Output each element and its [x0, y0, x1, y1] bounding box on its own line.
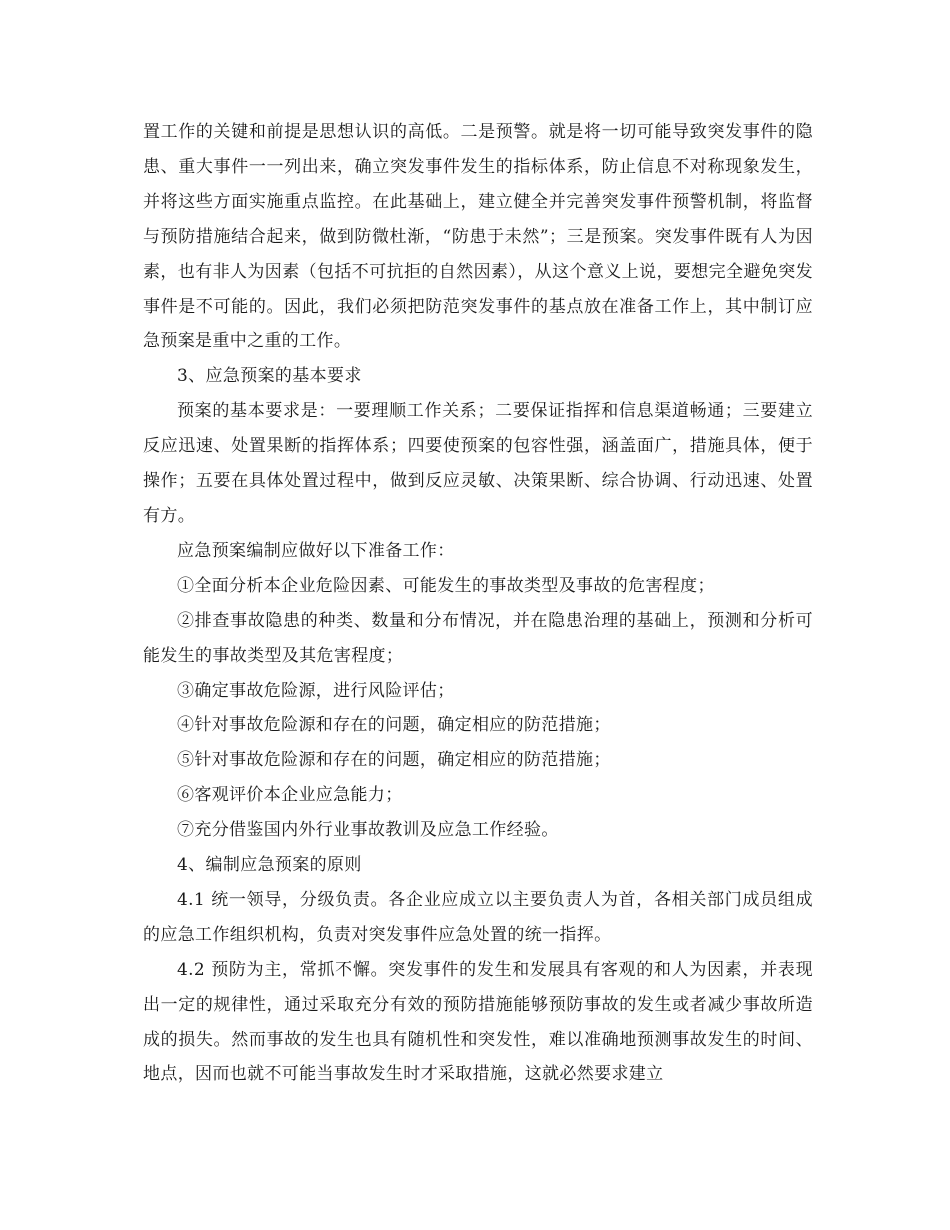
paragraph-principle-4-2: 4.2 预防为主，常抓不懈。突发事件的发生和发展具有客观的和人为因素，并表现出一定的规律性，通过采取充分有效的预防措施能够预防事故的发生或者减少事故所造成的损失。然而事故的发生也具有随机性和突发性，难以准确地预测事故发生的时间、地点，因而也就不可能当事故发生时才采取措施，这就必然要求建立: [143, 959, 813, 1085]
list-item-5: ⑤针对事故危险源和存在的问题，确定相应的防范措施；: [177, 750, 611, 771]
paragraph-principle-4-1: 4.1 统一领导，分级负责。各企业应成立以主要负责人为首，各相关部门成员组成的应急工作组织机构，负责对突发事件应急处置的统一指挥。: [143, 889, 813, 945]
list-item-4: ④针对事故危险源和存在的问题，确定相应的防范措施；: [177, 715, 611, 736]
section-heading-4: 4、编制应急预案的原则: [177, 855, 362, 876]
list-item-6: ⑥客观评价本企业应急能力；: [177, 785, 403, 806]
section-heading-3: 3、应急预案的基本要求: [177, 366, 362, 387]
paragraph-requirements: 预案的基本要求是：一要理顺工作关系；二要保证指挥和信息渠道畅通；三要建立反应迅速、处置果断的指挥体系；四要使预案的包容性强，涵盖面广，措施具体，便于操作；五要在具体处置过程中，做到反应灵敏、决策果断、综合协调、行动迅速、处置有方。: [143, 401, 813, 526]
list-item-3: ③确定事故危险源，进行风险评估；: [177, 680, 455, 701]
paragraph-preparation-intro: 应急预案编制应做好以下准备工作：: [177, 540, 455, 561]
list-item-1: ①全面分析本企业危险因素、可能发生的事故类型及事故的危害程度；: [177, 575, 715, 596]
paragraph-continuation: 置工作的关键和前提是思想认识的高低。二是预警。就是将一切可能导致突发事件的隐患、重大事件一一列出来，确立突发事件发生的指标体系，防止信息不对称现象发生，并将这些方面实施重点监控。在此基础上，建立健全并完善突发事件预警机制，将监督与预防措施结合起来，做到防微杜渐，“防患于未然”；三是预案。突发事件既有人为因素，也有非人为因素（包括不可抗拒的自然因素），从这个意义上说，要想完全避免突发事件是不可能的。因此，我们必须把防范突发事件的基点放在准备工作上，其中制订应急预案是重中之重的工作。: [143, 122, 813, 352]
list-item-7: ⑦充分借鉴国内外行业事故教训及应急工作经验。: [177, 820, 559, 841]
list-item-2: ②排查事故隐患的种类、数量和分布情况，并在隐患治理的基础上，预测和分析可能发生的事故类型及其危害程度；: [143, 610, 813, 666]
document-body: [143, 115, 813, 1092]
